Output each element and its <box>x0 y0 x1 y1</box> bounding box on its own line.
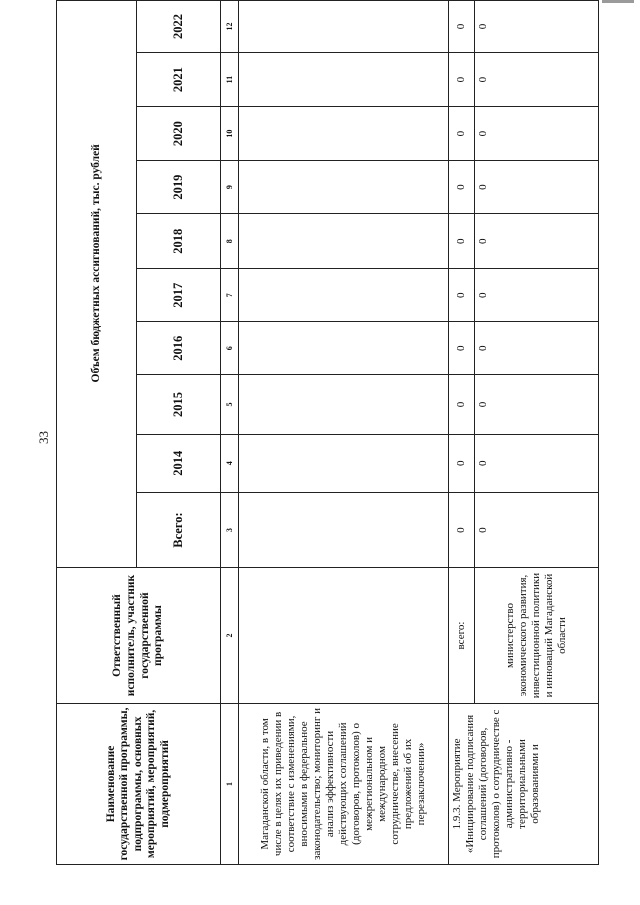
measure-193-total-value: 0 <box>449 375 475 434</box>
header-year: 2015 <box>137 375 221 434</box>
continuation-name-cell: Магаданской области, в том числе в целях их приведении в соответствие с изменениями, вносимыми в федеральное законодательство; мониторинг и анализ эффективности действующих соглашений (договоров, протоколов) о межрегиональном и международном сотрудничестве, внесение предложений об их перезаключении» <box>239 703 449 864</box>
header-executor-column: Ответственный исполнитель, участник государственной программы <box>57 568 221 704</box>
page-number: 33 <box>36 431 51 444</box>
measure-193-executor-value: 0 <box>475 161 599 214</box>
column-number: 5 <box>221 375 239 434</box>
header-year: 2019 <box>137 161 221 214</box>
continuation-executor-cell <box>239 568 449 704</box>
measure-193-executor-value: 0 <box>475 269 599 322</box>
measure-193-executor-value: 0 <box>475 107 599 161</box>
header-year: 2014 <box>137 434 221 492</box>
measure-193-executor: министерство экономического развития, инвестиционной политики и инноваций Магаданской области <box>475 568 599 704</box>
measure-193-executor-value: 0 <box>475 375 599 434</box>
column-number: 9 <box>221 161 239 214</box>
continuation-value-cell <box>239 1 449 53</box>
measure-193-total-value: 0 <box>449 214 475 269</box>
column-number: 12 <box>221 1 239 53</box>
budget-table-rotated <box>56 0 622 865</box>
column-number: 6 <box>221 322 239 375</box>
continuation-value-cell <box>239 107 449 161</box>
continuation-value-cell <box>239 375 449 434</box>
continuation-value-cell <box>239 214 449 269</box>
column-number: 2 <box>221 568 239 704</box>
measure-193-executor-value: 0 <box>475 434 599 492</box>
measure-193-total-value: 0 <box>449 1 475 53</box>
measure-193-total-value: 0 <box>449 161 475 214</box>
budget-table <box>56 0 599 865</box>
continuation-value-cell <box>239 269 449 322</box>
continuation-value-cell <box>239 53 449 107</box>
header-budget-volume: Объем бюджетных ассигнований, тыс. рублей <box>57 1 137 493</box>
measure-193-name-cell: 1.9.3. Мероприятие «Инициирование подписания соглашений (договоров, протоколов) о сотрудничестве с административно - территориальными образованиями и <box>449 703 599 864</box>
measure-193-total-value: 0 <box>449 269 475 322</box>
measure-193-total-value: 0 <box>449 434 475 492</box>
measure-193-executor-value: 0 <box>475 53 599 107</box>
budget-table-frame <box>56 0 622 905</box>
column-number: 1 <box>221 703 239 864</box>
header-year: 2020 <box>137 107 221 161</box>
measure-193-total-value: 0 <box>449 107 475 161</box>
measure-193-executor-value: 0 <box>475 492 599 567</box>
header-budget-spacer <box>57 492 137 567</box>
measure-193-total-value: 0 <box>449 322 475 375</box>
column-number: 4 <box>221 434 239 492</box>
measure-193-executor-value: 0 <box>475 214 599 269</box>
column-number: 3 <box>221 492 239 567</box>
header-total: Всего: <box>137 492 221 567</box>
measure-193-total-label: всего: <box>449 568 475 704</box>
continuation-value-cell <box>239 434 449 492</box>
column-number: 8 <box>221 214 239 269</box>
measure-193-total-value: 0 <box>449 53 475 107</box>
measure-193-total-value: 0 <box>449 492 475 567</box>
header-name-column: Наименование государственной программы, подпрограммы, основных мероприятий, мероприятий, подмероприятий <box>57 703 221 864</box>
column-number: 11 <box>221 53 239 107</box>
measure-193-executor-value: 0 <box>475 1 599 53</box>
header-year: 2021 <box>137 53 221 107</box>
column-number: 10 <box>221 107 239 161</box>
continuation-value-cell <box>239 161 449 214</box>
measure-193-executor-value: 0 <box>475 322 599 375</box>
continuation-value-cell <box>239 492 449 567</box>
header-year: 2017 <box>137 269 221 322</box>
header-year: 2022 <box>137 1 221 53</box>
continuation-value-cell <box>239 322 449 375</box>
column-number: 7 <box>221 269 239 322</box>
header-year: 2018 <box>137 214 221 269</box>
header-year: 2016 <box>137 322 221 375</box>
